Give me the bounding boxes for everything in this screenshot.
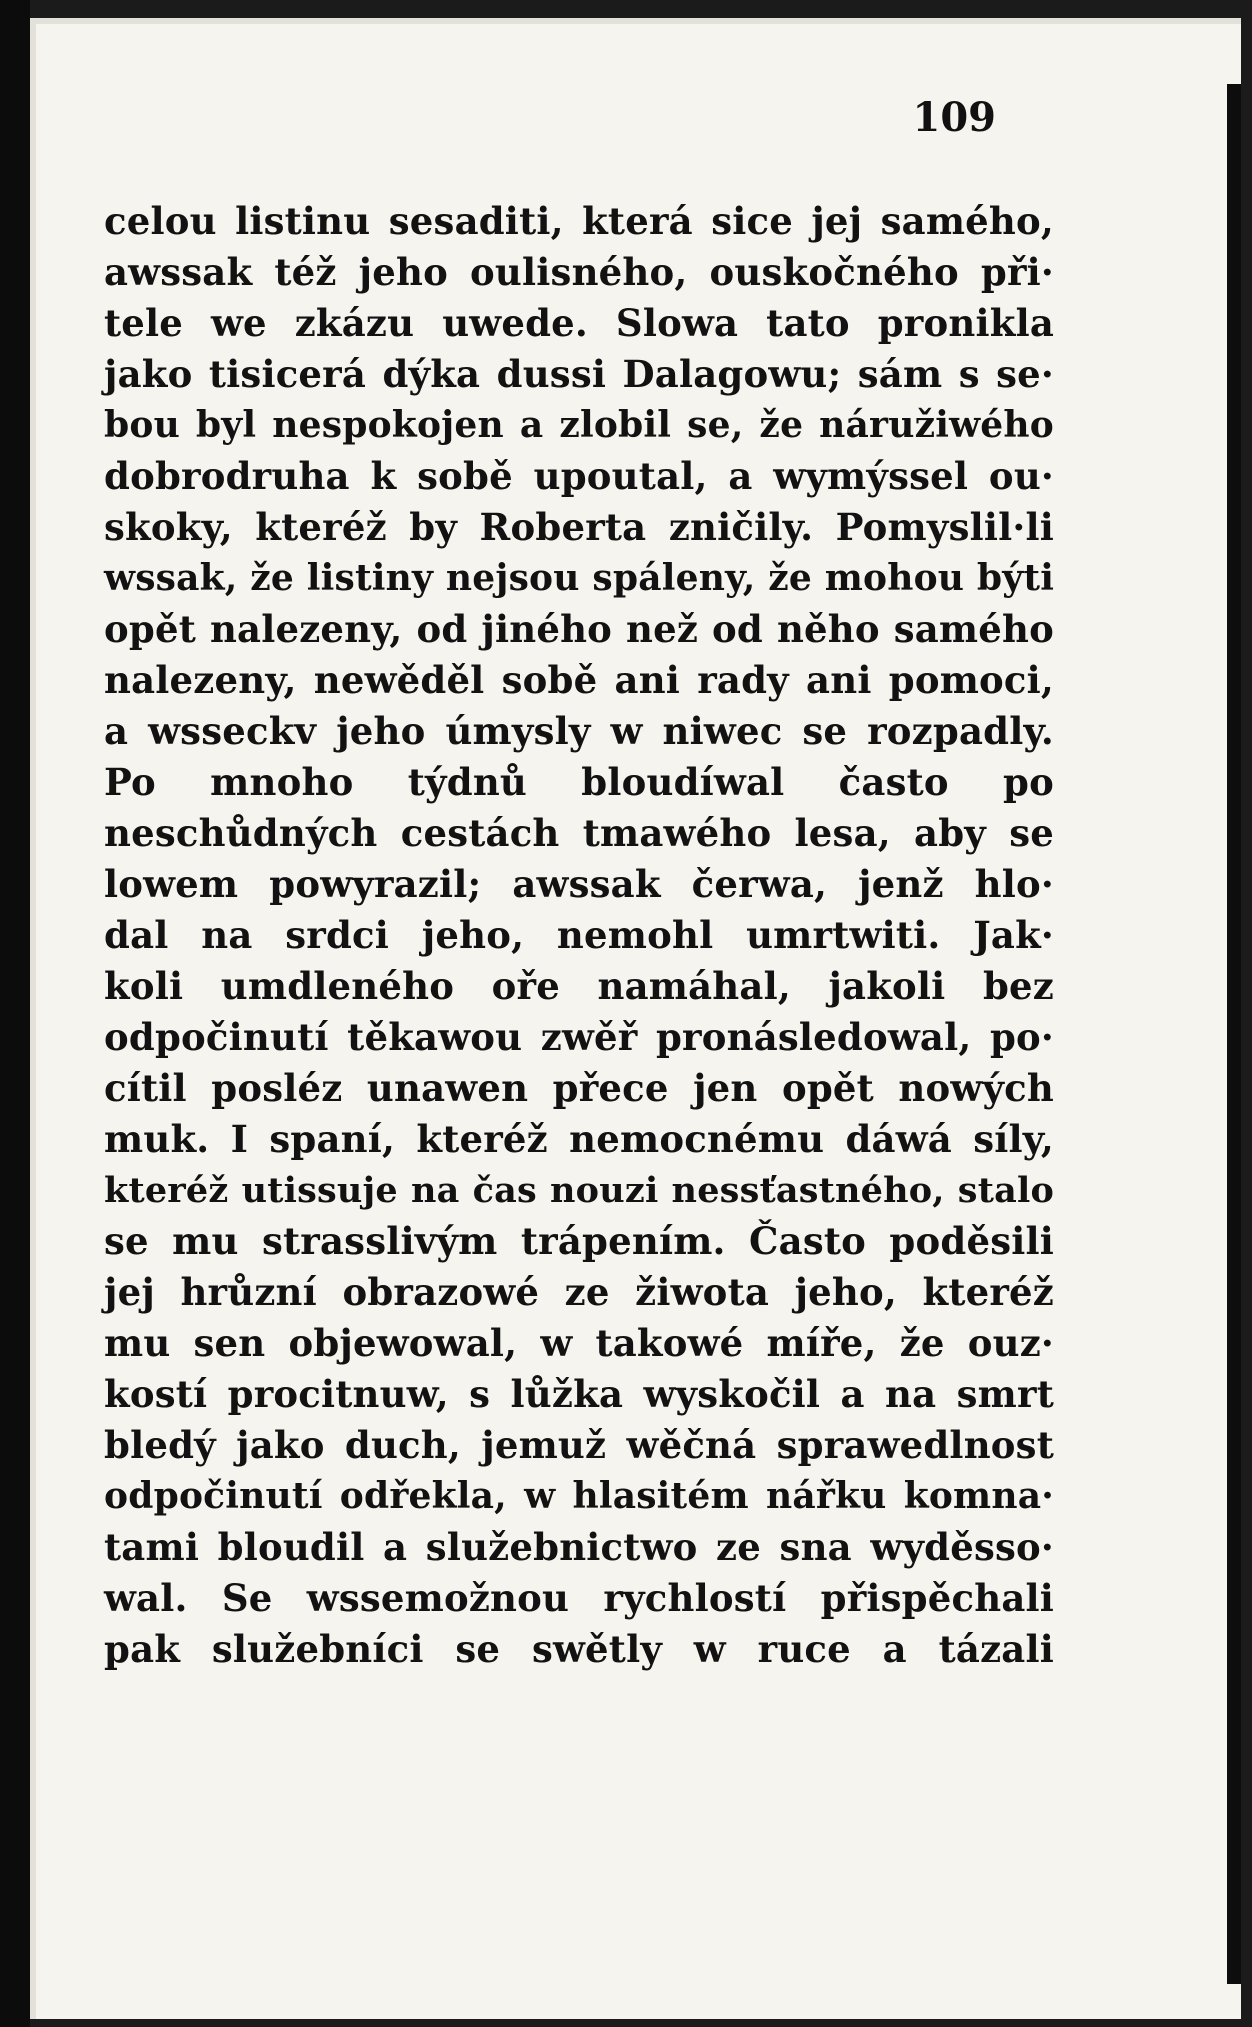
text-line: pak služebníci se swětly w ruce a tázali xyxy=(104,1627,1054,1671)
text-line: se mu strasslivým trápením. Často poděsili xyxy=(104,1219,1054,1263)
text-line: cítil posléz unawen přece jen opět nowých xyxy=(104,1066,1054,1110)
text-line: opět nalezeny, od jiného než od něho samého xyxy=(104,607,1054,651)
text-line: nalezeny, newěděl sobě ani rady ani pomoci, xyxy=(104,658,1054,702)
text-line: neschůdných cestách tmawého lesa, aby se xyxy=(104,811,1054,855)
text-line: tele we zkázu uwede. Slowa tato pronikla xyxy=(104,301,1054,345)
text-line: bou byl nespokojen a zlobil se, že náružiwého xyxy=(104,404,1054,446)
text-line: odpočinutí těkawou zwěř pronásledowal, po· xyxy=(104,1015,1054,1059)
text-line: lowem powyrazil; awssak čerwa, jenž hlo· xyxy=(104,862,1054,906)
book-page xyxy=(30,18,1241,2019)
text-line: tami bloudil a služebnictwo ze sna wyděsso· xyxy=(104,1525,1054,1569)
page-right-shadow xyxy=(1227,84,1241,1984)
text-line: odpočinutí odřekla, w hlasitém nářku komna· xyxy=(104,1475,1054,1517)
text-line: celou listinu sesaditi, která sice jej samého, xyxy=(104,199,1054,243)
page-number: 109 xyxy=(912,94,996,141)
text-line: jako tisicerá dýka dussi Dalagowu; sám s se· xyxy=(104,352,1054,396)
text-line: wal. Se wssemožnou rychlostí přispěchali xyxy=(104,1576,1054,1620)
page-text xyxy=(104,196,1054,1675)
text-line: dal na srdci jeho, nemohl umrtwiti. Jak· xyxy=(104,913,1054,957)
text-line: jej hrůzní obrazowé ze žiwota jeho, kteréž xyxy=(104,1270,1054,1314)
scan-left-border xyxy=(0,0,30,2027)
text-line: skoky, kteréž by Roberta zničily. Pomyslil·li xyxy=(104,505,1054,549)
text-line: koli umdleného oře namáhal, jakoli bez xyxy=(104,964,1054,1008)
text-line: Po mnoho týdnů bloudíwal často po xyxy=(104,760,1054,804)
text-line: kteréž utissuje na čas nouzi nessťastného, stalo xyxy=(104,1170,1054,1211)
text-line: wssak, že listiny nejsou spáleny, že mohou býti xyxy=(104,557,1055,599)
text-line: a wsseckv jeho úmysly w niwec se rozpadly. xyxy=(104,709,1054,753)
text-line: bledý jako duch, jemuž wěčná sprawedlnost xyxy=(104,1423,1054,1467)
text-line: kostí procitnuw, s lůžka wyskočil a na smrt xyxy=(104,1372,1054,1416)
text-line: dobrodruha k sobě upoutal, a wymýssel ou· xyxy=(104,454,1054,498)
text-line: muk. I spaní, kteréž nemocnému dáwá síly, xyxy=(104,1117,1054,1161)
text-line: mu sen objewowal, w takowé míře, že ouz· xyxy=(104,1321,1054,1365)
text-line: awssak též jeho oulisného, ouskočného při· xyxy=(104,250,1054,294)
